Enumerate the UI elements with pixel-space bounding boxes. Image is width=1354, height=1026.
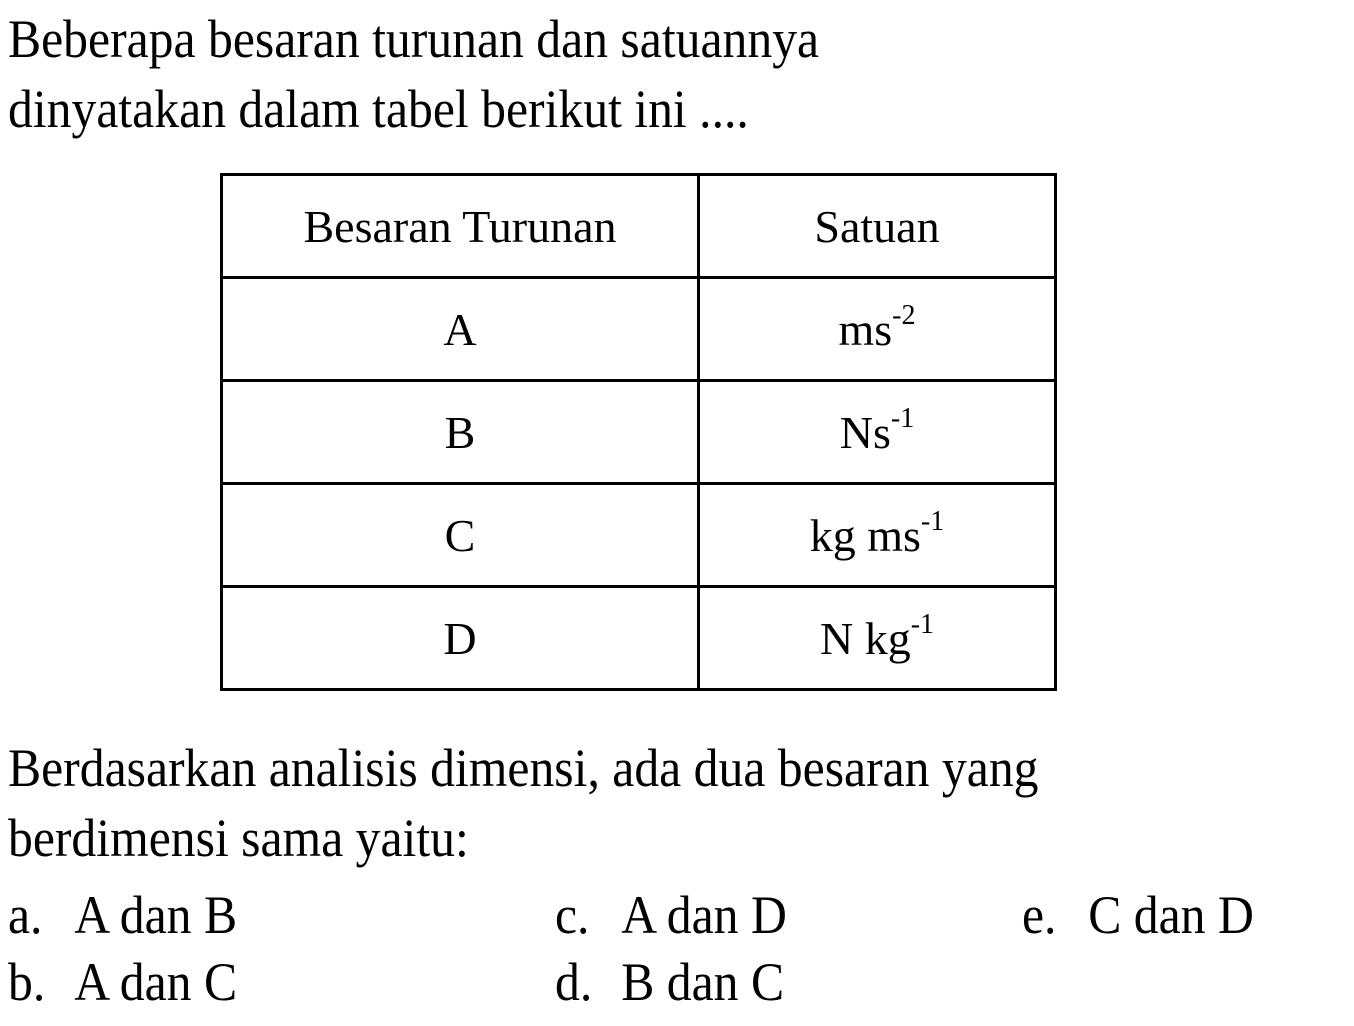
option-letter: e. xyxy=(1022,885,1057,945)
units-table xyxy=(220,173,1057,691)
option-text: C dan D xyxy=(1088,885,1254,945)
unit-exponent: -2 xyxy=(892,300,916,332)
header-quantity: Besaran Turunan xyxy=(222,175,699,278)
unit-base: kg ms xyxy=(809,509,921,561)
quantity-cell: B xyxy=(222,381,699,484)
unit-cell xyxy=(699,484,1056,587)
quantity-cell: D xyxy=(222,587,699,690)
intro-text: Beberapa besaran turunan dan satuannya dinyatakan dalam tabel berikut ini .... xyxy=(8,9,820,139)
option-text: A dan D xyxy=(621,885,787,945)
quantity-cell: C xyxy=(222,484,699,587)
option-text: B dan C xyxy=(621,952,785,1012)
unit-cell xyxy=(699,381,1056,484)
option-letter: b. xyxy=(8,952,46,1012)
table-row xyxy=(222,587,1056,690)
unit-base: ms xyxy=(838,303,893,355)
table-row xyxy=(222,484,1056,587)
option-d[interactable] xyxy=(555,952,784,1012)
option-c[interactable] xyxy=(555,885,787,945)
table-header-row xyxy=(222,175,1056,278)
header-unit: Satuan xyxy=(699,175,1056,278)
option-e[interactable] xyxy=(1022,885,1254,945)
option-a[interactable] xyxy=(8,885,237,945)
unit-cell xyxy=(699,587,1056,690)
option-b[interactable] xyxy=(8,952,237,1012)
unit-exponent: -1 xyxy=(920,506,945,538)
unit-cell xyxy=(699,278,1056,381)
unit-base: Ns xyxy=(839,406,891,458)
option-text: A dan C xyxy=(74,952,238,1012)
unit-exponent: -1 xyxy=(910,609,935,641)
unit-exponent: -1 xyxy=(890,403,915,435)
question-text: Berdasarkan analisis dimensi, ada dua besaran yang berdimensi sama yaitu: xyxy=(8,738,1039,868)
option-text: A dan B xyxy=(74,885,238,945)
quantity-cell: A xyxy=(222,278,699,381)
option-letter: d. xyxy=(555,952,593,1012)
unit-base: N kg xyxy=(819,612,911,664)
option-letter: a. xyxy=(8,885,43,945)
option-letter: c. xyxy=(555,885,590,945)
table-row xyxy=(222,381,1056,484)
table-row xyxy=(222,278,1056,381)
